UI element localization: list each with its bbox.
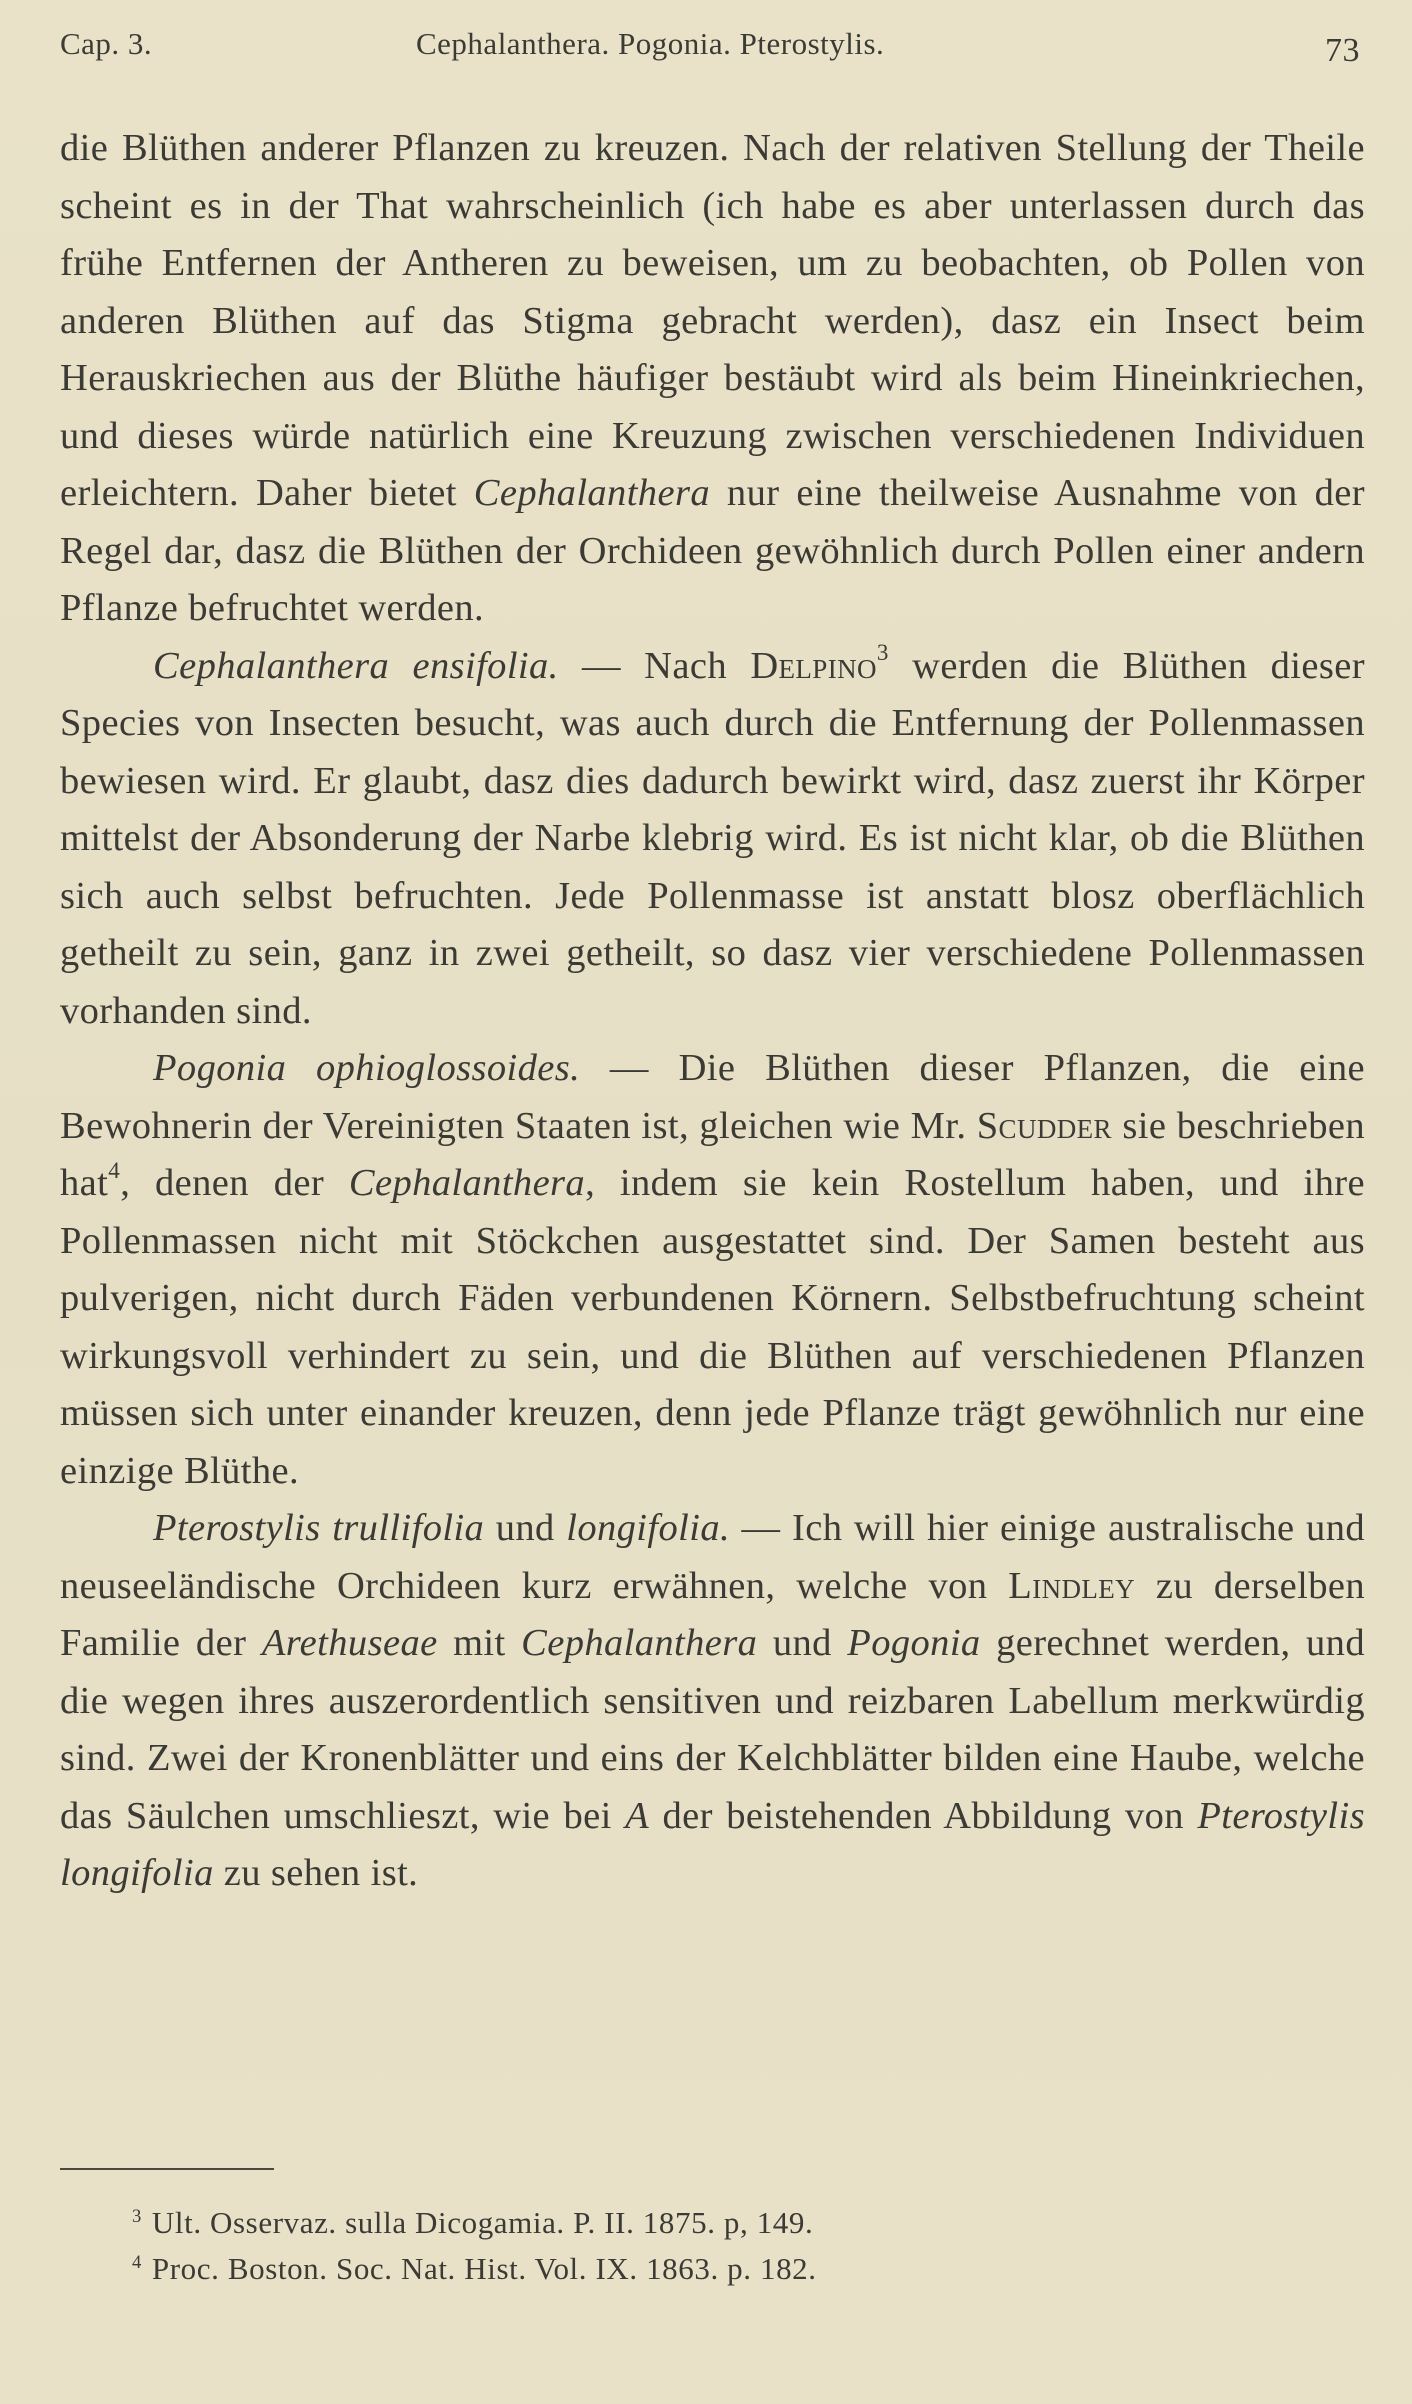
taxon-name: Pterostylis longifolia (60, 1794, 1365, 1894)
taxon-name: Cephalanthera (521, 1622, 758, 1664)
taxon-name: Pogonia (847, 1622, 981, 1664)
taxon-name: Cephalanthera (473, 472, 710, 514)
paragraph-4: Pterostylis trullifolia und longifolia. — Ich will hier einige australische und neuseeländische Orchideen kurz erwähnen, welche von Lindley zu derselben Familie der Arethuseae mit Cephalanthera und Pogonia gerechnet werden, und die wegen ihres auszerordentlich sensitiven und reizbaren Labellum merkwürdig sind. Zwei der Kronenblätter und eins der Kelchblätter bilden eine Haube, welche das Säulchen umschlieszt, wie bei A der beistehenden Abbildung von Pterostylis longifolia zu sehen ist. (60, 1507, 1365, 1894)
footnote-4 (132, 2246, 817, 2292)
author-name: Scudder (976, 1104, 1112, 1147)
section-taxon-title: Pterostylis trullifolia (153, 1507, 485, 1549)
footnote-mark: 3 (132, 2205, 142, 2227)
taxon-name: Cephalanthera (348, 1162, 586, 1204)
footnote-text: Proc. Boston. Soc. Nat. Hist. Vol. IX. 1863. p. 182. (151, 2251, 817, 2286)
taxon-name: Arethuseae (261, 1622, 438, 1664)
footnotes (132, 2200, 817, 2292)
section-taxon-title: Cephalanthera ensifolia. (153, 644, 559, 687)
running-title: Cephalanthera. Pogonia. Pterostylis. (416, 26, 885, 61)
paragraph-2: Cephalanthera ensifolia. — Nach Delpino$^3$ werden die Blüthen dieser Species von Insecten besucht, was auch durch die Entfernung der Pollenmassen bewiesen wird. Er glaubt, dasz dies dadurch bewirkt wird, dasz zuerst ihr Körper mittelst der Absonderung der Narbe klebrig wird. Es ist nicht klar, ob die Blüthen sich auch selbst befruchten. Jede Pollenmasse ist anstatt blosz oberflächlich getheilt zu sein, ganz in zwei getheilt, so dasz vier verschiedene Pollenmassen vorhanden sind. (60, 639, 1365, 1032)
page-number: 73 (1325, 32, 1360, 69)
footnote-3 (132, 2200, 817, 2246)
author-name: Lindley (1008, 1564, 1136, 1607)
footnote-text: Ult. Osservaz. sulla Dicogamia. P. II. 1875. p, 149. (151, 2205, 814, 2240)
running-head (60, 26, 1360, 74)
section-taxon-title: longifolia. (566, 1507, 731, 1549)
figure-letter: A (625, 1794, 650, 1837)
footnote-reference: 3 (876, 639, 889, 666)
footnote-divider (60, 2168, 274, 2170)
body-text (60, 120, 1365, 1903)
chapter-label: Cap. 3. (60, 26, 153, 61)
paragraph-1: die Blüthen anderer Pflanzen zu kreuzen. Nach der relativen Stellung der Theile scheint es in der That wahrscheinlich (ich habe es aber unterlassen durch das frühe Entfernen der Antheren zu beweisen, um zu beobachten, ob Pollen von anderen Blüthen auf das Stigma gebracht werden), dasz ein Insect beim Herauskriechen aus der Blüthe häufiger bestäubt wird als beim Hineinkriechen, und dieses würde natürlich eine Kreuzung zwischen verschiedenen Individuen erleichtern. Daher bietet Cephalanthera nur eine theilweise Ausnahme von der Regel dar, dasz die Blüthen der Orchideen gewöhnlich durch Pollen einer andern Pflanze befruchtet werden. (60, 127, 1365, 629)
footnote-reference: 4 (108, 1156, 121, 1183)
paragraph-3: Pogonia ophioglossoides. — Die Blüthen dieser Pflanzen, die eine Bewohnerin der Vereinigten Staaten ist, gleichen wie Mr. Scudder sie beschrieben hat$^4$, denen der Cephalanthera, indem sie kein Rostellum haben, und ihre Pollenmassen nicht mit Stöckchen ausgestattet sind. Der Samen besteht aus pulverigen, nicht durch Fäden verbundenen Körnern. Selbstbefruchtung scheint wirkungsvoll verhindert zu sein, und die Blüthen auf verschiedenen Pflanzen müssen sich unter einander kreuzen, denn jede Pflanze trägt gewöhnlich nur eine einzige Blüthe. (60, 1047, 1366, 1492)
section-taxon-title: Pogonia ophioglossoides. (153, 1047, 581, 1089)
author-name: Delpino (750, 644, 877, 687)
footnote-mark: 4 (132, 2251, 142, 2273)
